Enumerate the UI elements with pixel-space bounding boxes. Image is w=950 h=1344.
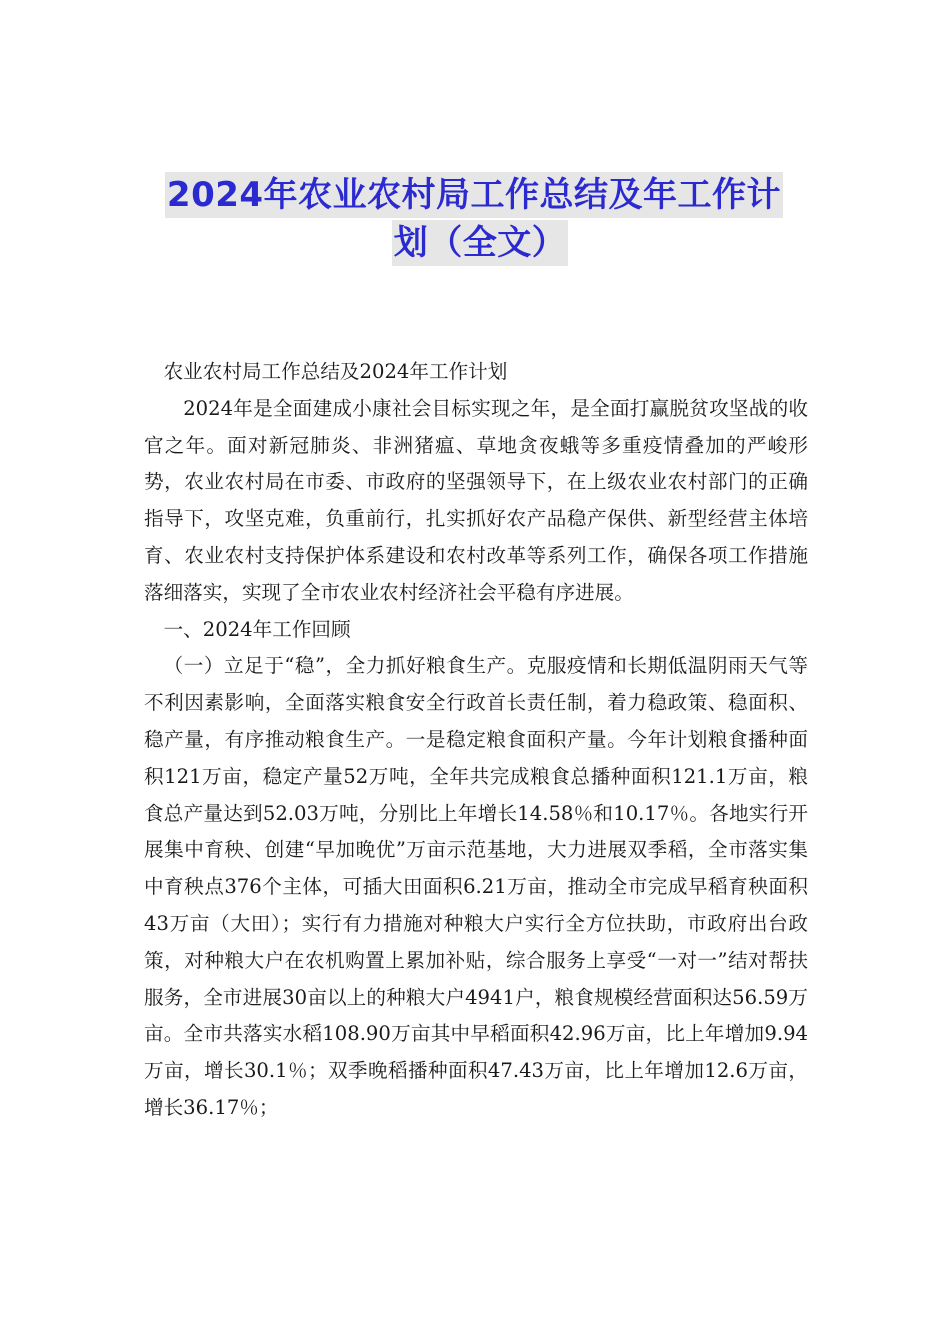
section-paragraph: （一）立足于“稳”，全力抓好粮食生产。克服疫情和长期低温阴雨天气等不利因素影响，全面落实粮食安全行政首长责任制，着力稳政策、稳面积、稳产量，有序推动粮食生产。一是稳定粮食面积产量。今年计划粮食播种面积121万亩，稳定产量52万吨，全年共完成粮食总播种面积121.1万亩，粮食总产量达到52.03万吨，分别比上年增长14.58％和10.17％。各地实行开展集中育秧、创建“早加晚优”万亩示范基地，大力进展双季稻，全市落实集中育秧点376个主体，可插大田面积6.21万亩，推动全市完成早稻育秧面积43万亩（大田）；实行有力措施对种粮大户实行全方位扶助，市政府出台政策，对种粮大户在农机购置上累加补贴，综合服务上享受“一对一”结对帮扶服务，全市进展30亩以上的种粮大户4941户，粮食规模经营面积达56.59万亩。全市共落实水稻108.90万亩其中早稻面积42.96万亩，比上年增加9.94万亩，增长30.1％；双季晚稻播种面积47.43万亩，比上年增加12.6万亩，增长36.17％； <box>144 654 808 1119</box>
section-heading: 一、2024年工作回顾 <box>163 617 351 641</box>
intro-paragraph: 2024年是全面建成小康社会目标实现之年，是全面打赢脱贫攻坚战的收官之年。面对新冠肺炎、非洲猪瘟、草地贪夜蛾等多重疫情叠加的严峻形势，农业农村局在市委、市政府的坚强领导下，在上级农业农村部门的正确指导下，攻坚克难，负重前行，扎实抓好农产品稳产保供、新型经营主体培育、农业农村支持保护体系建设和农村改革等系列工作，确保各项工作措施落细落实，实现了全市农业农村经济社会平稳有序进展。 <box>144 396 808 604</box>
title-line-1: 2024年农业农村局工作总结及年工作计 <box>165 172 783 218</box>
document-title <box>140 172 808 266</box>
title-line-2: 划（全文） <box>392 220 569 266</box>
document-body <box>144 354 808 1127</box>
subtitle-paragraph: 农业农村局工作总结及2024年工作计划 <box>163 360 508 383</box>
